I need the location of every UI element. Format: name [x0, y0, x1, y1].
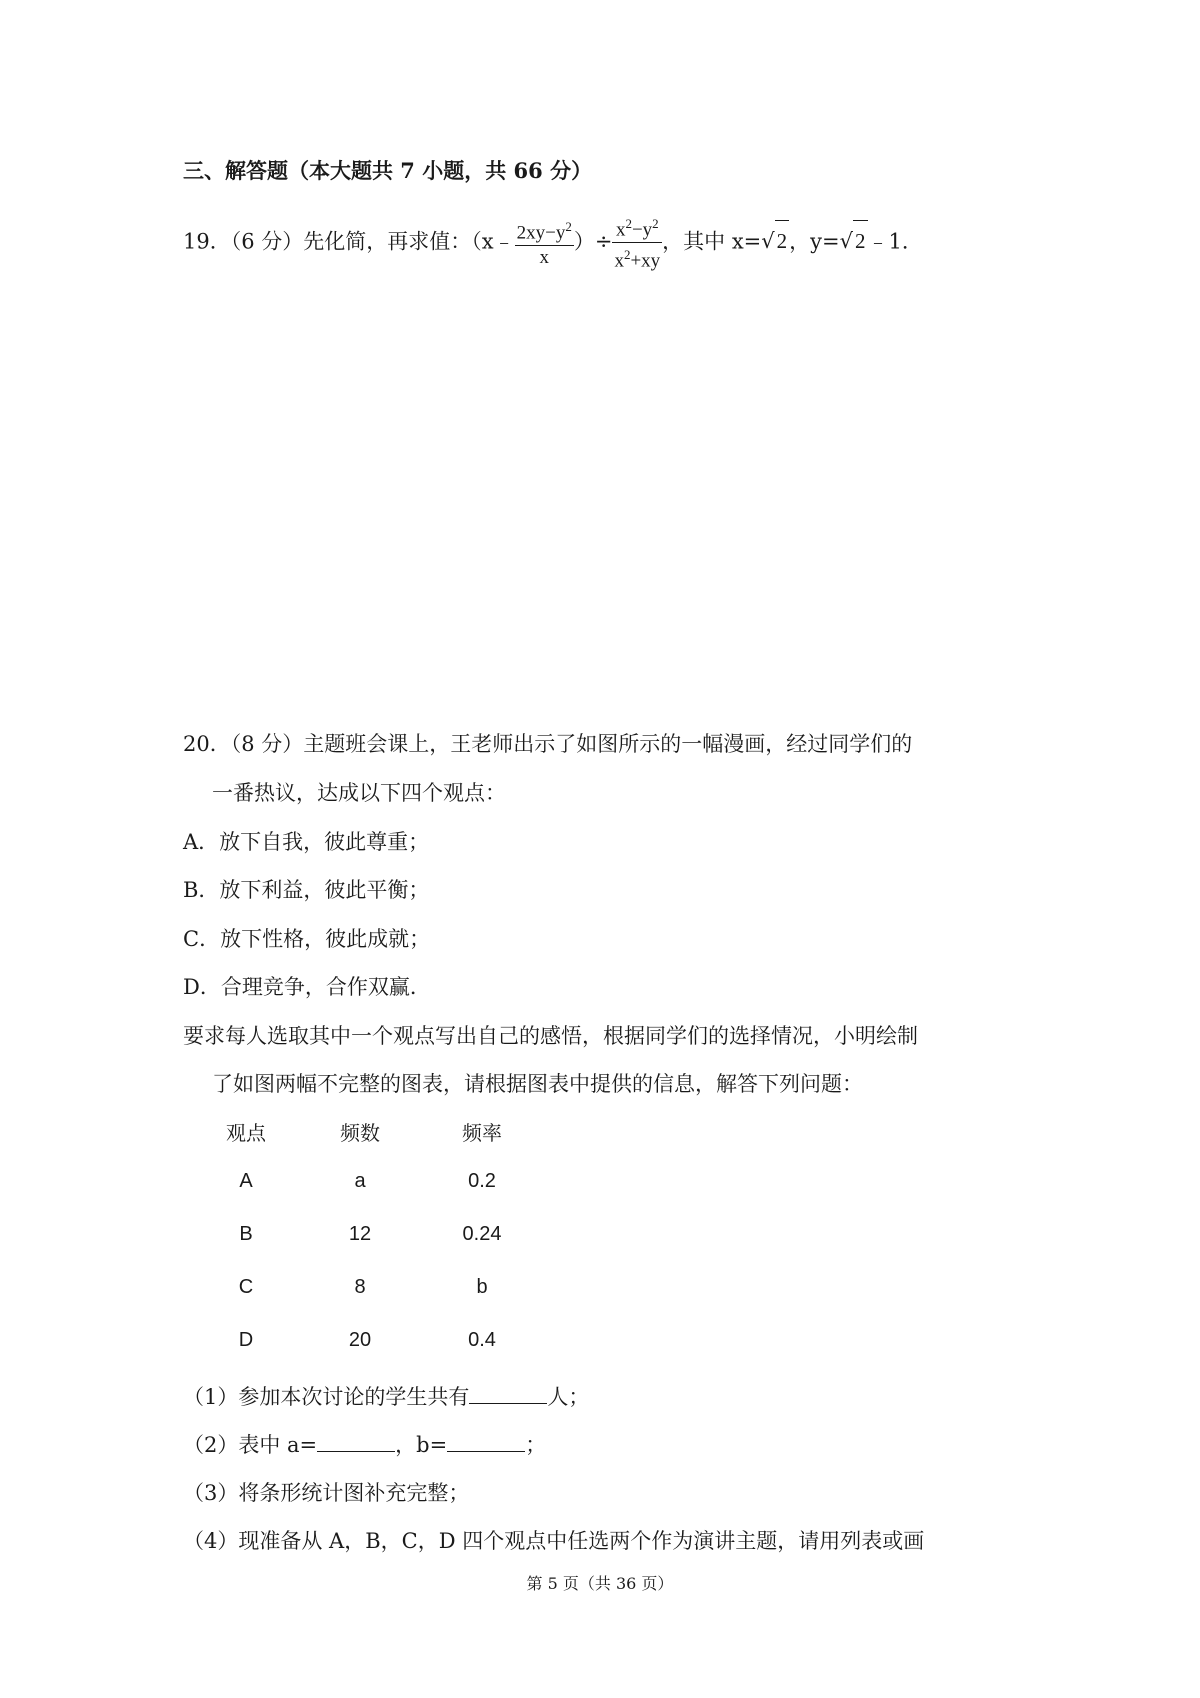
q20-sub2 [183, 1429, 546, 1459]
page-footer: 第 5 页（共 36 页） [526, 1574, 674, 1593]
answer-blank[interactable] [469, 1385, 547, 1404]
table-cell: 0.2 [468, 1170, 496, 1192]
q19-fraction-1 [515, 215, 574, 270]
q20-sub2-end: ； [525, 1433, 547, 1457]
q19-mid: ，其中 x= [662, 229, 762, 254]
table-cell: C [238, 1276, 254, 1298]
table-cell: B [239, 1223, 253, 1245]
q19-sqrt2-value: 2 [853, 220, 868, 261]
q19-frac1-denominator: x [539, 247, 549, 269]
q20-line1: 20．（8 分）主题班会课上，王老师出示了如图所示的一幅漫画，经过同学们的 [183, 732, 913, 756]
q20-sub4: （4）现准备从 A，B，C，D 四个观点中任选两个作为演讲主题，请用列表或画 [183, 1529, 925, 1553]
q19-suffix: ﹣1． [867, 229, 923, 254]
answer-blank-a[interactable] [317, 1433, 395, 1452]
q20-sub1-text: （1）参加本次讨论的学生共有 [183, 1385, 470, 1409]
q19-frac2-num-y-exp: 2 [652, 216, 659, 231]
question-19 [183, 212, 923, 274]
table-header-rate: 频率 [462, 1121, 502, 1145]
table-cell: 0.24 [462, 1223, 502, 1245]
table-header-viewpoint: 观点 [226, 1121, 266, 1145]
q19-fraction-2 [612, 212, 662, 274]
answer-blank-b[interactable] [447, 1433, 525, 1452]
sqrt-icon: √2 [761, 220, 789, 261]
q19-comma: ，y= [789, 229, 840, 254]
q20-sub2-b-label: ，b= [395, 1433, 448, 1457]
q20-option-c: C．放下性格，彼此成就； [183, 927, 431, 951]
q20-option-a: A．放下自我，彼此尊重； [183, 830, 430, 854]
q20-option-b: B．放下利益，彼此平衡； [183, 878, 430, 902]
q20-sub2-a-label: （2）表中 a= [183, 1433, 318, 1457]
q20-sub1-unit: 人； [547, 1385, 590, 1409]
q19-sqrt1-value: 2 [775, 220, 790, 261]
q20-line2: 一番热议，达成以下四个观点： [212, 781, 506, 805]
q20-option-d: D．合理竞争，合作双赢． [183, 975, 431, 999]
q19-frac2-den-x-exp: 2 [623, 247, 631, 263]
table-cell: 12 [348, 1223, 372, 1245]
q20-sub1 [183, 1381, 589, 1411]
q19-frac2-num-y: −y [631, 219, 653, 241]
section-title: 三、解答题（本大题共 7 小题，共 66 分） [183, 158, 593, 183]
sqrt-icon: √2 [840, 220, 868, 261]
table-cell: 8 [354, 1276, 366, 1298]
table-cell: A [239, 1170, 253, 1192]
table-cell: a [354, 1170, 366, 1192]
q20-requirement-2: 了如图两幅不完整的图表，请根据图表中提供的信息，解答下列问题： [212, 1072, 863, 1096]
table-cell: 0.4 [468, 1329, 496, 1351]
q19-frac1-numerator: 2xy−y [516, 222, 566, 244]
table-cell: 20 [348, 1329, 372, 1351]
q19-frac2-den-x: x [614, 250, 624, 272]
q19-prefix: 19．（6 分）先化简，再求值：（x﹣ [183, 229, 515, 254]
q19-frac2-num-x-exp: 2 [625, 216, 632, 231]
q19-frac2-den-xy: +xy [630, 250, 661, 272]
q19-divide: ）÷ [573, 229, 613, 254]
q20-requirement-1: 要求每人选取其中一个观点写出自己的感悟，根据同学们的选择情况，小明绘制 [183, 1024, 918, 1048]
table-cell: D [238, 1329, 254, 1351]
q19-frac2-num-x: x [615, 219, 626, 241]
q19-frac1-numerator-exp: 2 [565, 219, 572, 235]
q20-sub3: （3）将条形统计图补充完整； [183, 1481, 470, 1505]
table-cell: b [476, 1276, 488, 1298]
table-header-frequency: 频数 [340, 1121, 380, 1145]
